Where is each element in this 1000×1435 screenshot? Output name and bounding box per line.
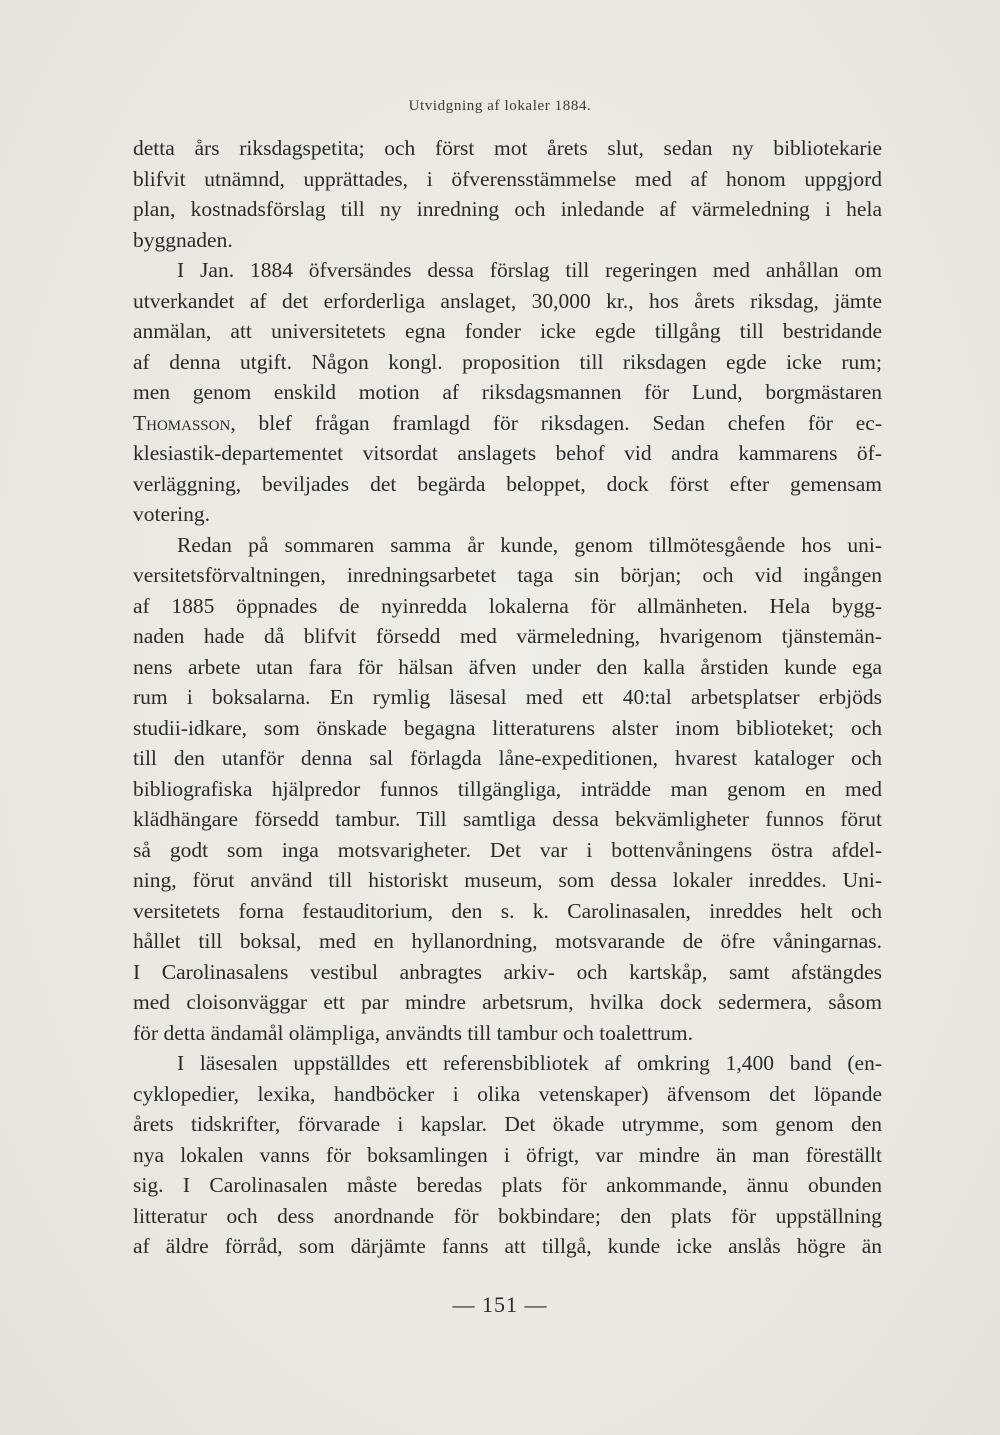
text-line: utverkandet af det erforderliga anslaget, 30,000 kr., hos årets riksdag, jämte <box>133 288 882 313</box>
text-line: till den utanför denna sal förlagda låne-expeditionen, hvarest kataloger och <box>133 746 882 770</box>
text-line <box>133 408 882 439</box>
page-number: — 151 — <box>452 1292 548 1317</box>
text-line: naden hade då blifvit försedd med värmeledning, hvarigenom tjänstemän- <box>133 624 882 648</box>
text-line: I Jan. 1884 öfversändes dessa förslag till regeringen med anhållan om <box>177 258 882 282</box>
body-text <box>133 133 882 1262</box>
text-line: klesiastik-departementet vitsordat anslagets behof vid andra kammarens öf- <box>133 441 882 465</box>
text-line: rum i boksalarna. En rymlig läsesal med ett 40:tal arbetsplatser erbjöds <box>133 685 882 709</box>
text-line: sig. I Carolinasalen måste beredas plats för ankommande, ännu obunden <box>133 1173 882 1197</box>
text-line: verläggning, beviljades det begärda beloppet, dock först efter gemensam <box>133 471 882 496</box>
text-line: Redan på sommaren samma år kunde, genom tillmötesgående hos uni- <box>177 532 882 557</box>
text-line: af äldre förråd, som därjämte fanns att tillgå, kunde icke anslås högre än <box>133 1234 882 1258</box>
text-line: I Carolinasalens vestibul anbragtes arkiv- och kartskåp, samt afstängdes <box>133 959 882 984</box>
text-line: klädhängare försedd tambur. Till samtliga dessa bekvämligheter funnos förut <box>133 807 882 831</box>
text-line: nens arbete utan fara för hälsan äfven under den kalla årstiden kunde ega <box>133 654 882 679</box>
text-line: anmälan, att universitetets egna fonder icke egde tillgång till bestridande <box>133 319 882 343</box>
text-line-rest: , blef frågan framlagd för riksdagen. Sedan chefen för ec- <box>230 410 882 435</box>
person-name: Thomasson <box>133 410 231 435</box>
text-line: versitetets forna festauditorium, den s. k. Carolinasalen, inreddes helt och <box>133 898 882 923</box>
text-line: I läsesalen uppställdes ett referensbibliotek af omkring 1,400 band (en- <box>177 1051 882 1075</box>
text-line: årets tidskrifter, förvarade i kapslar. Det ökade utrymme, som genom den <box>133 1112 882 1136</box>
text-line: bibliografiska hjälpredor funnos tillgängliga, inträdde man genom en med <box>133 776 882 801</box>
text-line: af denna utgift. Någon kongl. proposition till riksdagen egde icke rum; <box>133 349 882 374</box>
text-line: studii-idkare, som önskade begagna litteraturens alster inom biblioteket; och <box>133 715 882 740</box>
text-line: för detta ändamål olämpliga, användts till tambur och toalettrum. <box>133 1020 694 1045</box>
text-line: votering. <box>133 502 211 526</box>
text-line: nya lokalen vanns för boksamlingen i öfrigt, var mindre än man föreställt <box>133 1142 882 1167</box>
text-line: plan, kostnadsförslag till ny inredning och inledande af värmeledning i hela <box>133 197 882 221</box>
text-line: byggnaden. <box>133 227 233 252</box>
text-line: men genom enskild motion af riksdagsmannen för Lund, borgmästaren <box>133 380 882 404</box>
text-line: versitetsförvaltningen, inredningsarbetet taga sin början; och vid ingången <box>133 563 882 587</box>
text-line: litteratur och dess anordnande för bokbindare; den plats för uppställning <box>133 1203 882 1228</box>
text-line: hållet till boksal, med en hyllanordning, motsvarande de öfre våningarnas. <box>133 929 882 953</box>
text-line: af 1885 öppnades de nyinredda lokalerna för allmänheten. Hela bygg- <box>133 593 882 618</box>
text-line: med cloisonväggar ett par mindre arbetsrum, hvilka dock sedermera, såsom <box>133 990 882 1014</box>
text-line: så godt som inga motsvarigheter. Det var i bottenvåningens östra afdel- <box>133 837 882 862</box>
running-header: Utvidgning af lokaler 1884. <box>408 98 592 114</box>
text-line: blifvit utnämnd, upprättades, i öfverensstämmelse med af honom uppgjord <box>133 166 882 191</box>
text-line: detta års riksdagspetita; och först mot årets slut, sedan ny bibliotekarie <box>133 136 882 160</box>
text-line: cyklopedier, lexika, handböcker i olika vetenskaper) äfvensom det löpande <box>133 1081 882 1106</box>
text-line: ning, förut använd till historiskt museum, som dessa lokaler inreddes. Uni- <box>133 868 882 892</box>
